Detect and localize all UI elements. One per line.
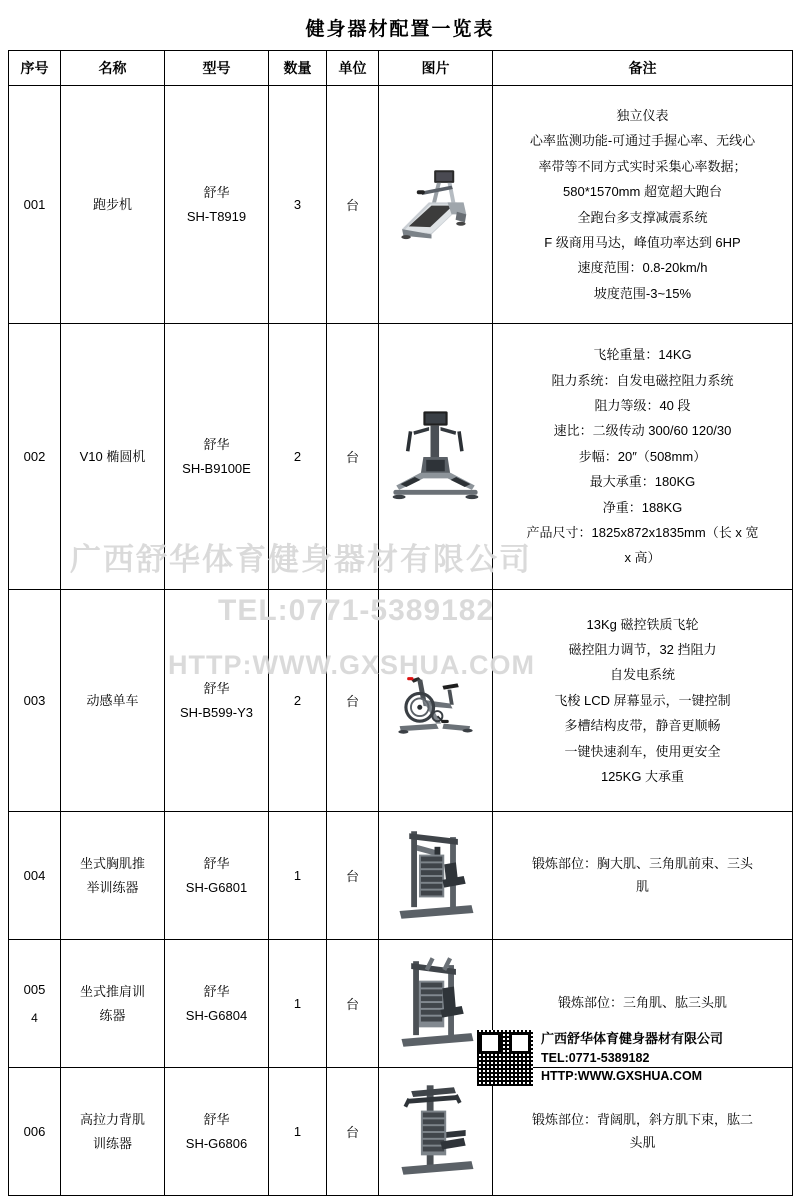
spin-bike-illustration	[382, 641, 489, 761]
note-line: 产品尺寸：1825x872x1835mm（长 x 宽	[526, 524, 759, 540]
qr-code-icon	[477, 1030, 533, 1086]
note-line: 速比：二级传动 300/60 120/30	[553, 423, 732, 439]
row-picture	[379, 1068, 493, 1196]
note-line: 头肌	[629, 1134, 656, 1150]
row-name-line2: 练器	[99, 1007, 126, 1023]
row-qty: 3	[269, 86, 327, 324]
note-line: 飞轮重量：14KG	[593, 347, 692, 363]
row-note	[493, 324, 793, 590]
row-note	[493, 590, 793, 812]
row-name-line1: 高拉力背肌	[79, 1112, 145, 1128]
row-note	[493, 86, 793, 324]
note-line: 净重：188KG	[602, 499, 683, 515]
row-name	[61, 940, 165, 1068]
stamp-url: HTTP:WWW.GXSHUA.COM	[541, 1068, 703, 1083]
note-line: 阻力等级：40 段	[594, 398, 691, 414]
table-row	[9, 324, 793, 590]
note-line: 速度范围：0.8-20km/h	[577, 260, 708, 276]
note-line: 自发电系统	[609, 667, 675, 683]
row-unit: 台	[327, 324, 379, 590]
stamp-company: 广西舒华体育健身器材有限公司	[541, 1031, 724, 1046]
note-line: 心率监测功能-可通过手握心率、无线心	[529, 133, 756, 149]
row-name	[61, 812, 165, 940]
note-line: 锻炼部位：三角肌、肱三头肌	[557, 995, 727, 1011]
row-unit: 台	[327, 1068, 379, 1196]
row-model-code: SH-T8919	[186, 208, 247, 224]
row-model-brand: 舒华	[203, 1112, 230, 1128]
row-name-line1: 动感单车	[86, 692, 139, 708]
note-line: 独立仪表	[616, 108, 669, 124]
note-line: 580*1570mm 超宽超大跑台	[563, 184, 722, 200]
row-qty: 2	[269, 324, 327, 590]
note-line: 磁控阻力调节，32 挡阻力	[568, 642, 717, 658]
table-row	[9, 812, 793, 940]
header-unit: 单位	[327, 51, 379, 86]
row-note	[493, 1068, 793, 1196]
note-line: 阻力系统：自发电磁控阻力系统	[551, 372, 734, 388]
header-qty: 数量	[269, 51, 327, 86]
row-model-code: SH-B599-Y3	[180, 704, 253, 720]
row-picture	[379, 324, 493, 590]
row-no: 004	[9, 812, 61, 940]
row-unit: 台	[327, 86, 379, 324]
note-line: 肌	[635, 878, 649, 894]
note-line: 一键快速刹车，使用更安全	[564, 743, 721, 759]
row-name	[61, 86, 165, 324]
row-unit: 台	[327, 940, 379, 1068]
row-model	[165, 1068, 269, 1196]
header-name: 名称	[61, 51, 165, 86]
note-line: 步幅：20″（508mm）	[578, 448, 707, 464]
note-line: 锻炼部位：胸大肌、三角肌前束、三头	[531, 855, 753, 871]
row-name-line1: 坐式推肩训	[79, 984, 145, 1000]
note-line: 飞梭 LCD 屏幕显示，一键控制	[554, 692, 731, 708]
note-line: x 高）	[624, 550, 661, 566]
row-model-code: SH-G6801	[185, 879, 248, 895]
table-row	[9, 590, 793, 812]
row-model	[165, 590, 269, 812]
row-model-brand: 舒华	[203, 856, 230, 872]
row-model	[165, 86, 269, 324]
row-model-brand: 舒华	[203, 185, 230, 201]
elliptical-illustration	[382, 387, 489, 527]
watermark-company: 广西舒华体育健身器材有限公司	[70, 542, 532, 577]
row-model	[165, 324, 269, 590]
row-model-code: SH-G6804	[185, 1007, 248, 1023]
row-name	[61, 324, 165, 590]
lat-pulldown-illustration	[382, 1076, 489, 1188]
note-line: F 级商用马达，峰值功率达到 6HP	[544, 234, 741, 250]
row-qty: 1	[269, 812, 327, 940]
row-name-line1: 跑步机	[92, 196, 132, 212]
note-line: 全跑台多支撑减震系统	[577, 209, 708, 225]
table-row	[9, 86, 793, 324]
note-line: 最大承重：180KG	[589, 474, 696, 490]
watermark-url: HTTP:WWW.GXSHUA.COM	[168, 650, 535, 680]
row-model	[165, 812, 269, 940]
row-no: 006	[9, 1068, 61, 1196]
row-picture	[379, 86, 493, 324]
row-name-line1: V10 椭圆机	[79, 448, 146, 464]
row-note	[493, 812, 793, 940]
row-name	[61, 590, 165, 812]
row-name-line2: 训练器	[92, 1135, 132, 1151]
row-model-brand: 舒华	[203, 681, 230, 697]
row-unit: 台	[327, 590, 379, 812]
row-no-sub: 4	[31, 1011, 38, 1025]
table-header-row	[9, 51, 793, 86]
note-line: 率带等不同方式实时采集心率数据；	[538, 158, 747, 174]
chest-press-illustration	[382, 820, 489, 932]
stamp-text-block	[541, 1030, 723, 1085]
note-line: 锻炼部位：背阔肌，斜方肌下束，肱二	[531, 1111, 753, 1127]
row-model-code: SH-B9100E	[182, 460, 251, 476]
header-note: 备注	[493, 51, 793, 86]
header-no: 序号	[9, 51, 61, 86]
note-line: 125KG 大承重	[600, 768, 685, 784]
row-no: 002	[9, 324, 61, 590]
row-qty: 1	[269, 940, 327, 1068]
table-row	[9, 1068, 793, 1196]
row-model-code: SH-G6806	[185, 1135, 248, 1151]
page-title: 健身器材配置一览表	[305, 19, 495, 40]
row-qty: 1	[269, 1068, 327, 1196]
row-no	[9, 940, 61, 1068]
row-name-line1: 坐式胸肌推	[79, 856, 145, 872]
row-model-brand: 舒华	[203, 437, 230, 453]
row-no: 001	[9, 86, 61, 324]
row-picture	[379, 940, 493, 1068]
row-name-line2: 举训练器	[86, 879, 139, 895]
treadmill-illustration	[382, 145, 489, 265]
row-no: 003	[9, 590, 61, 812]
header-model: 型号	[165, 51, 269, 86]
note-line: 多槽结构皮带，静音更顺畅	[564, 718, 721, 734]
stamp-tel: TEL:0771-5389182	[541, 1050, 650, 1065]
row-picture	[379, 812, 493, 940]
shoulder-press-illustration	[382, 948, 489, 1060]
equipment-table	[8, 50, 793, 1196]
row-unit: 台	[327, 812, 379, 940]
row-model-brand: 舒华	[203, 984, 230, 1000]
header-picture: 图片	[379, 51, 493, 86]
row-name	[61, 1068, 165, 1196]
row-qty: 2	[269, 590, 327, 812]
row-picture	[379, 590, 493, 812]
watermark-tel: TEL:0771-5389182	[218, 594, 495, 627]
note-line: 坡度范围-3~15%	[593, 285, 692, 301]
row-no-main: 005	[23, 982, 46, 997]
company-stamp	[477, 1030, 723, 1086]
note-line: 13Kg 磁控铁质飞轮	[586, 616, 699, 632]
row-model	[165, 940, 269, 1068]
